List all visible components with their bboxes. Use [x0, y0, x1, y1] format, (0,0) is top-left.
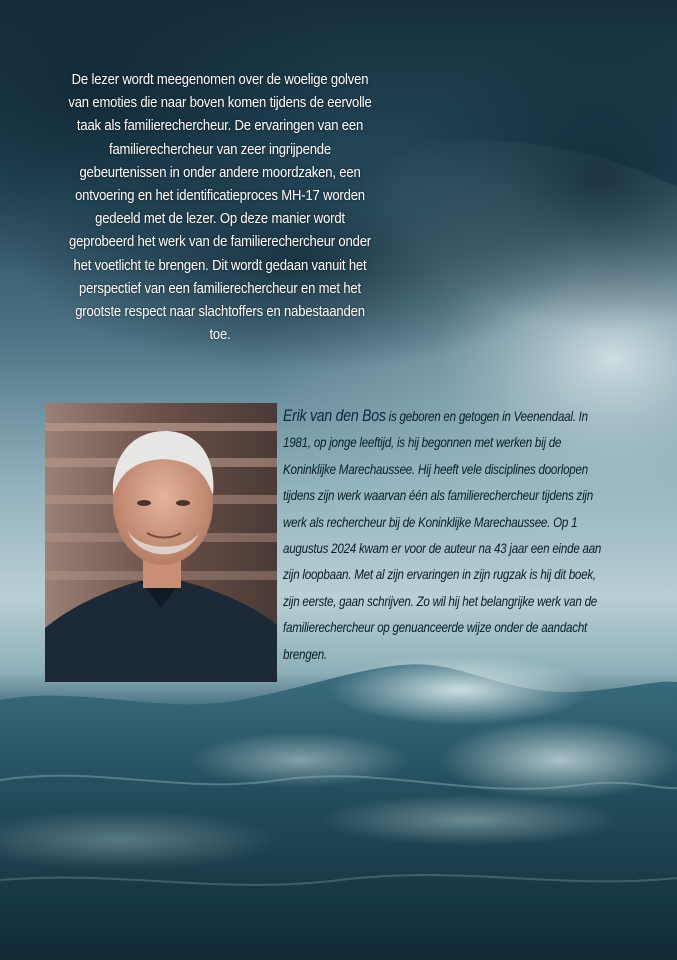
author-bio: [283, 403, 607, 667]
author-bio-text: is geboren en getogen in Veenendaal. In 1981, op jonge leeftijd, is hij begonnen met werken bij de Koninklijke Marechaussee. Hij heeft vele disciplines doorlopen tijdens zijn werk waarvan één als familierechercheur tijdens zijn werk als rechercheur bij de Koninklijke Marechaussee. Op 1 augustus 2024 kwam er voor de auteur na 43 jaar een einde aan zijn loopbaan. Met al zijn ervaringen in zijn rugzak is hij dit boek, zijn eerste, gaan schrijven. Zo wil hij het belangrijke werk van de familierechercheur op genuanceerde wijze onder de aandacht brengen.: [283, 408, 602, 662]
author-name: Erik van den Bos: [283, 406, 386, 425]
author-photo: [45, 403, 277, 682]
back-cover-blurb: De lezer wordt meegenomen over de woelige golven van emoties die naar boven komen tijdens de eervolle taak als familierechercheur. De ervaringen van een familierechercheur van zeer ingrijpende gebeurtenissen in onder andere moordzaken, een ontvoering en het identificatieproces MH-17 worden gedeeld met de lezer. Op deze manier wordt geprobeerd het werk van de familierechercheur onder het voetlicht te brengen. Dit wordt gedaan vanuit het perspectief van een familierechercheur en met het grootste respect naar slachtoffers en nabestaanden toe.: [68, 71, 372, 344]
